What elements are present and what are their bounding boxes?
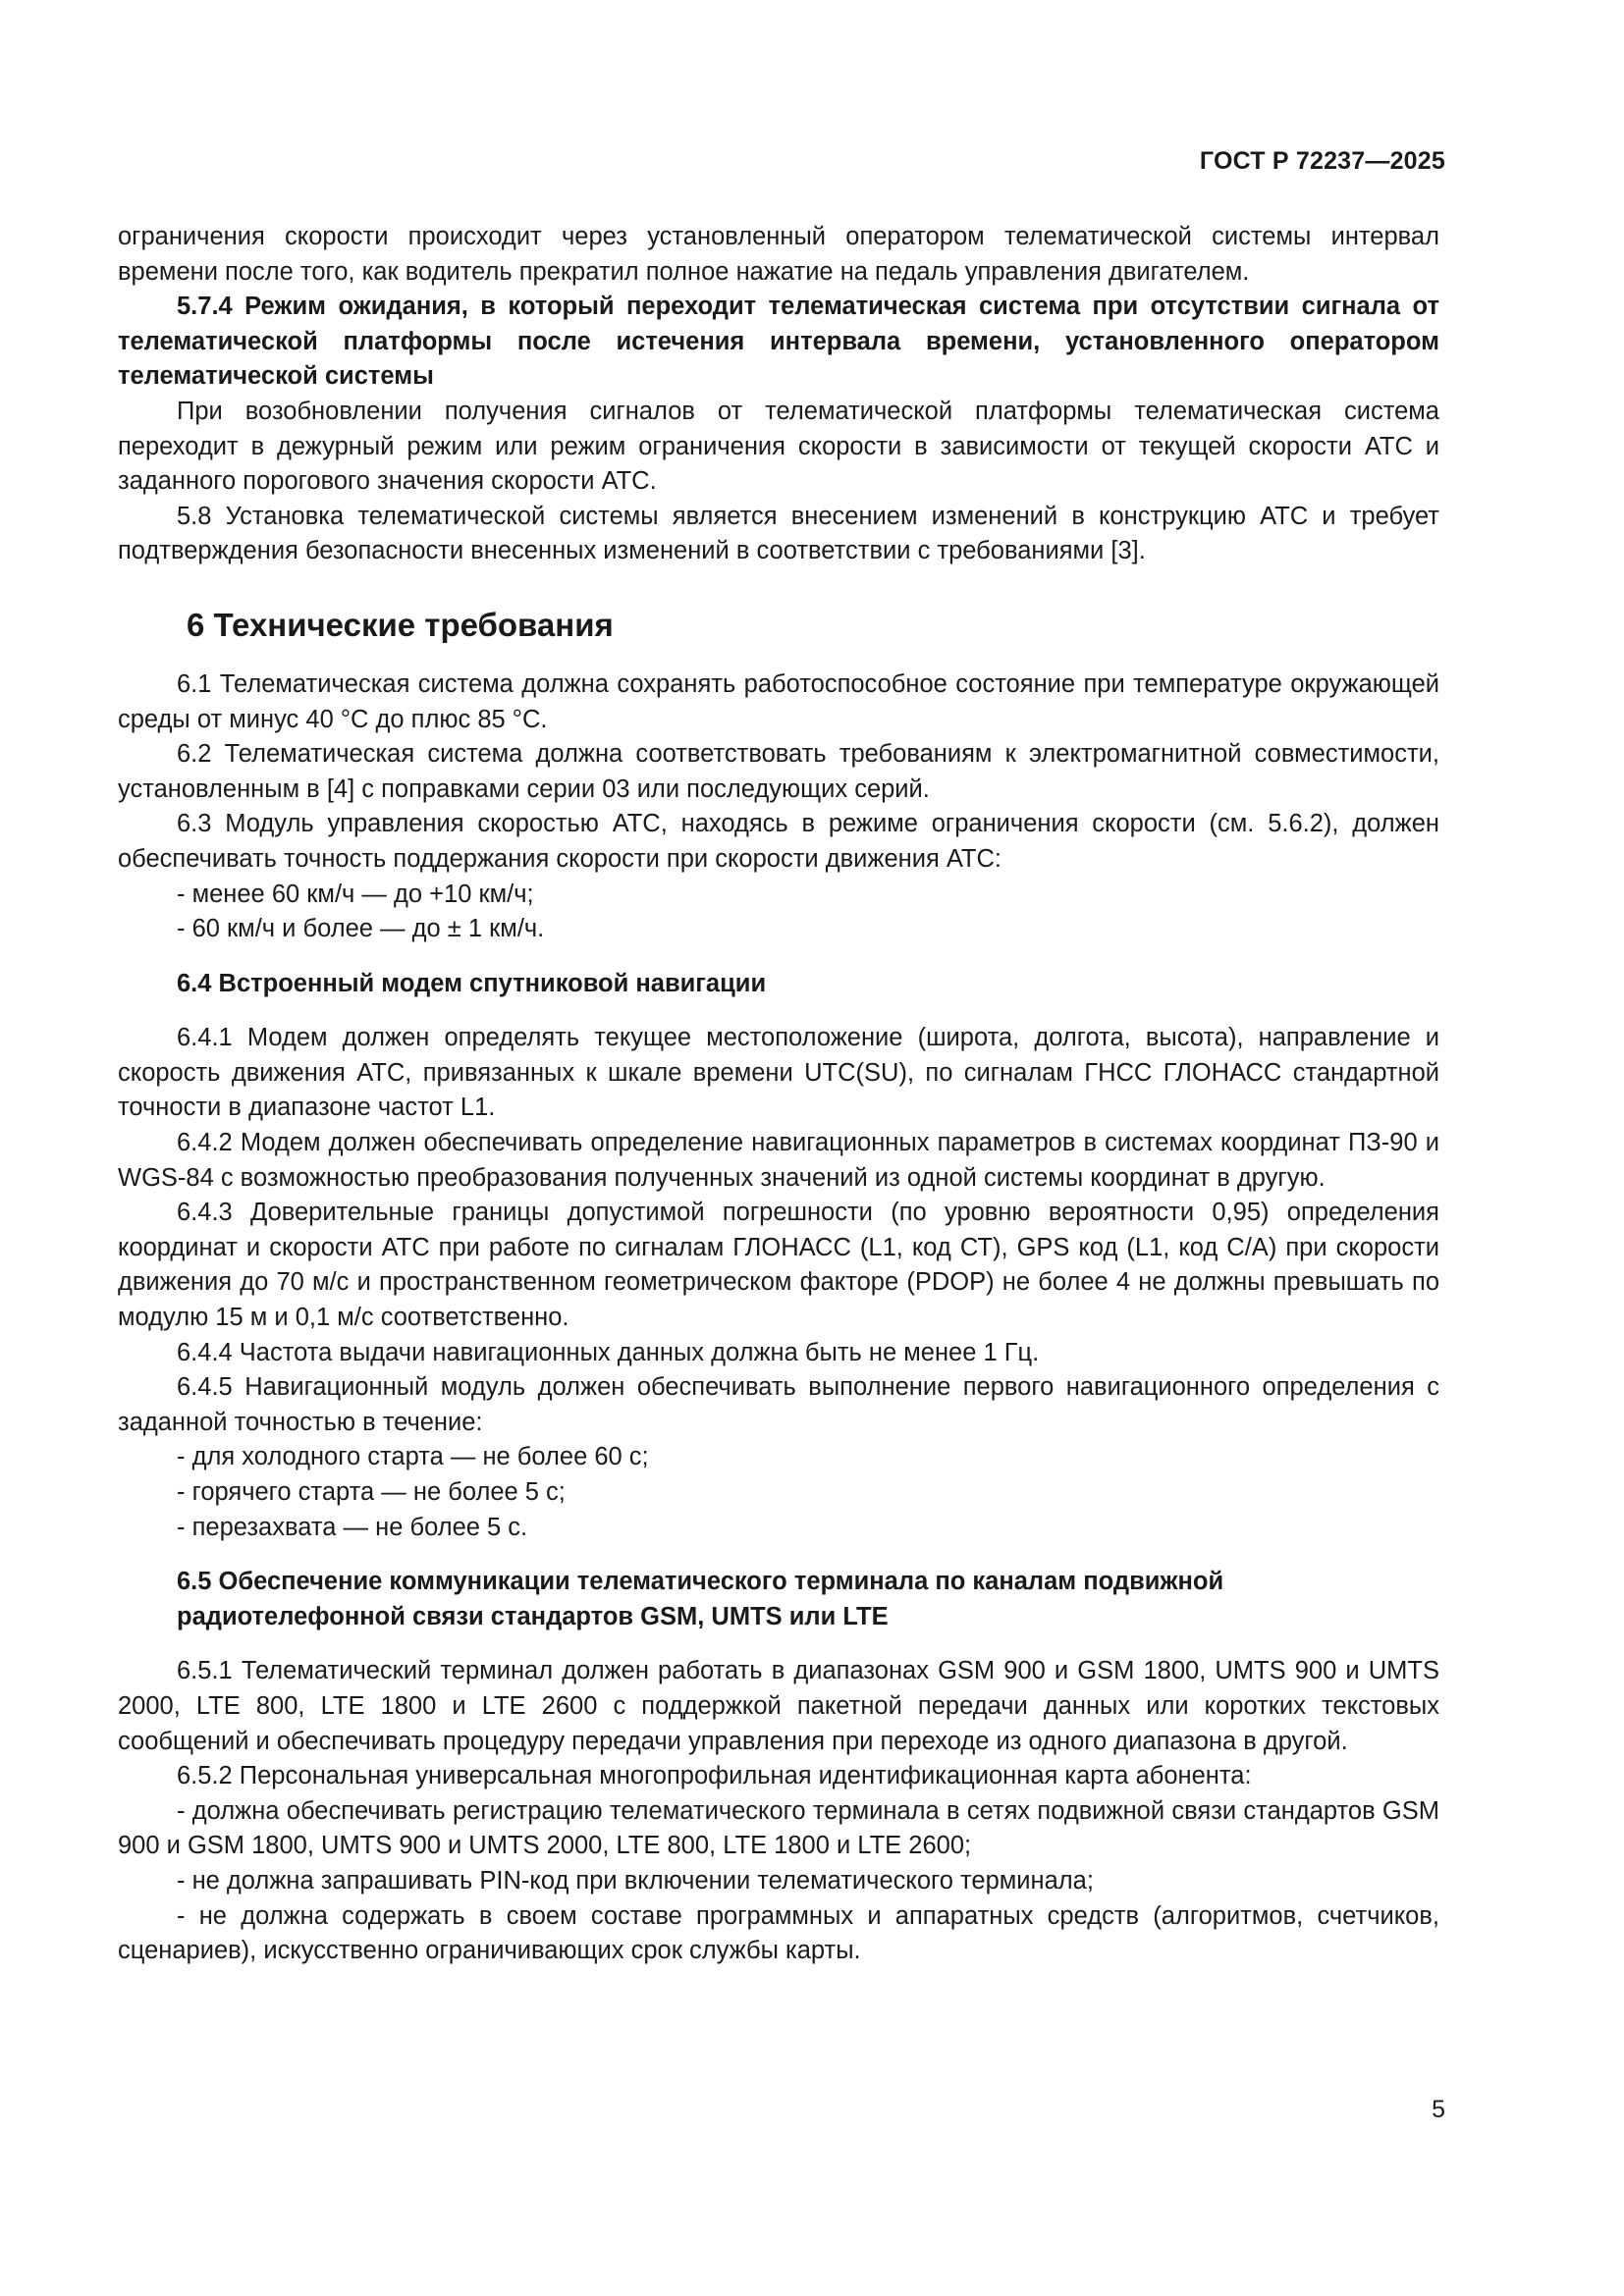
clause-6-5-1: 6.5.1 Телематический терминал должен работать в диапазонах GSM 900 и GSM 1800, UMTS 900 и UMTS 2000, LTE 800, LTE 1800 и LTE 2600 с поддержкой пакетной передачи данных или коротких текстовых сообщений и обеспечивать процедуру передачи управления при переходе из одного диапазона в другой.	[118, 1657, 1439, 1755]
list-item: - для холодного старта — не более 60 с;	[177, 1443, 649, 1471]
list-item: - горячего старта — не более 5 с;	[177, 1478, 566, 1506]
list-item: - не должна запрашивать PIN-код при включении телематического терминала;	[177, 1866, 1094, 1895]
clause-5-7-4-title: 5.7.4 Режим ожидания, в который переходит телематическая система при отсутствии сигнала от телематической платформы после истечения интервала времени, установленного оператором телематической системы	[118, 293, 1439, 391]
clause-5-8: 5.8 Установка телематической системы является внесением изменений в конструкцию АТС и требует подтверждения безопасности внесенных изменений в соответствии с требованиями [3].	[118, 502, 1439, 565]
continued-paragraph: ограничения скорости происходит через установленный оператором телематической системы интервал времени после того, как водитель прекратил полное нажатие на педаль управления двигателем.	[118, 223, 1439, 286]
clause-6-3: 6.3 Модуль управления скоростью АТС, находясь в режиме ограничения скорости (см. 5.6.2), должен обеспечивать точность поддержания скорости при скорости движения АТС:	[118, 810, 1439, 873]
clause-6-4-2: 6.4.2 Модем должен обеспечивать определение навигационных параметров в системах координат ПЗ-90 и WGS-84 с возможностью преобразования полученных значений из одной системы координат в другую.	[118, 1129, 1439, 1192]
section-6-heading: 6 Технические требования	[187, 606, 614, 643]
document-id-header: ГОСТ Р 72237—2025	[1199, 147, 1445, 175]
subsection-6-5-heading: 6.5 Обеспечение коммуникации телематического терминала по каналам подвижной радиотелефонной связи стандартов GSM, UMTS или LTE	[177, 1568, 1224, 1630]
clause-6-2: 6.2 Телематическая система должна соответствовать требованиям к электромагнитной совместимости, установленным в [4] с поправками серии 03 или последующих серий.	[118, 740, 1439, 803]
list-item: - перезахвата — не более 5 с.	[177, 1513, 528, 1541]
clause-5-7-4-text: При возобновлении получения сигналов от телематической платформы телематическая система переходит в дежурный режим или режим ограничения скорости в зависимости от текущей скорости АТС и заданного порогового значения скорости АТС.	[118, 397, 1439, 496]
clause-6-4-1: 6.4.1 Модем должен определять текущее местоположение (широта, долгота, высота), направление и скорость движения АТС, привязанных к шкале времени UTC(SU), по сигналам ГНСС ГЛОНАСС стандартной точности в диапазоне частот L1.	[118, 1024, 1439, 1122]
list-item: - менее 60 км/ч — до +10 км/ч;	[177, 880, 534, 908]
page-content	[118, 220, 1439, 1969]
subsection-6-4-heading: 6.4 Встроенный модем спутниковой навигации	[177, 969, 767, 997]
clause-6-4-5: 6.4.5 Навигационный модуль должен обеспечивать выполнение первого навигационного определения с заданной точностью в течение:	[118, 1373, 1439, 1436]
clause-6-4-3: 6.4.3 Доверительные границы допустимой погрешности (по уровню вероятности 0,95) определения координат и скорости АТС при работе по сигналам ГЛОНАСС (L1, код СТ), GPS код (L1, код С/А) при скорости движения до 70 м/с и пространственном геометрическом факторе (PDOP) не более 4 не должны превышать по модулю 15 м и 0,1 м/с соответственно.	[118, 1199, 1439, 1332]
clause-6-5-2: 6.5.2 Персональная универсальная многопрофильная идентификационная карта абонента:	[177, 1762, 1252, 1790]
clause-6-4-4: 6.4.4 Частота выдачи навигационных данных должна быть не менее 1 Гц.	[177, 1338, 1040, 1366]
clause-6-1: 6.1 Телематическая система должна сохранять работоспособное состояние при температуре окружающей среды от минус 40 °С до плюс 85 °С.	[118, 669, 1439, 733]
list-item: - 60 км/ч и более — до ± 1 км/ч.	[177, 915, 545, 943]
page-number: 5	[1432, 2096, 1445, 2123]
list-item: - должна обеспечивать регистрацию телематического терминала в сетях подвижной связи стандартов GSM 900 и GSM 1800, UMTS 900 и UMTS 2000, LTE 800, LTE 1800 и LTE 2600;	[118, 1796, 1439, 1860]
list-item: - не должна содержать в своем составе программных и аппаратных средств (алгоритмов, счетчиков, сценариев), искусственно ограничивающих срок службы карты.	[118, 1901, 1439, 1965]
